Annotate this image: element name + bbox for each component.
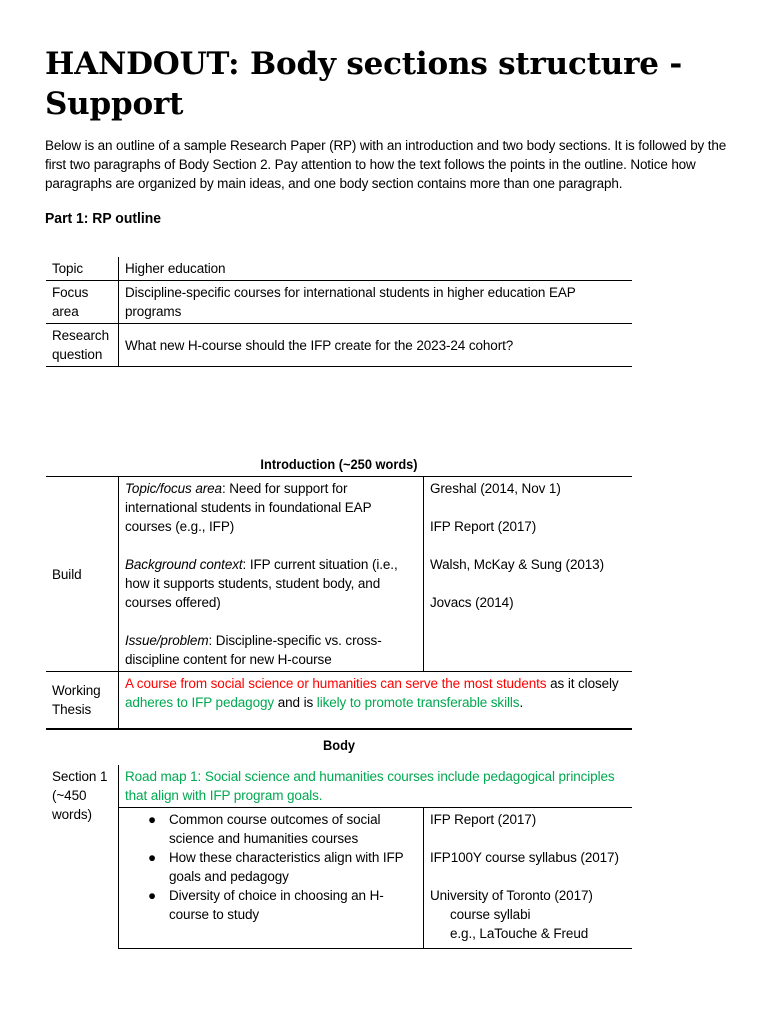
- build-item-label: Background context: [125, 557, 243, 572]
- source-item: IFP Report (2017): [430, 519, 537, 534]
- introduction-caption: Introduction (~250 words): [260, 457, 418, 472]
- source-subitem: course syllabi: [450, 907, 531, 922]
- table-row: [46, 808, 632, 949]
- table-row: [46, 765, 632, 808]
- list-item: [148, 848, 417, 886]
- bullet-text: Diversity of choice in choosing an H-course to study: [169, 888, 384, 922]
- thesis-end: .: [519, 695, 524, 710]
- bullet-text: How these characteristics align with IFP goals and pedagogy: [169, 850, 404, 884]
- bullet-icon: ●: [148, 850, 157, 865]
- source-item: IFP100Y course syllabus (2017): [430, 850, 619, 865]
- section-points: [119, 808, 424, 949]
- table-row: [46, 477, 632, 672]
- bullet-icon: ●: [148, 888, 157, 903]
- outline-label: Focus area: [46, 281, 119, 324]
- bullet-text: Common course outcomes of social science and humanities courses: [169, 812, 381, 846]
- table-row: [46, 324, 632, 367]
- list-item: [148, 810, 417, 848]
- intro-paragraph: Below is an outline of a sample Research Paper (RP) with an introduction and two body sections. It is followed by the first two paragraphs of Body Section 2. Pay attention to how the text follows the points in the outline. Notice how paragraphs are organized by main ideas, and one body section contains more than one paragraph.: [45, 138, 727, 191]
- build-item-text: : Discipline-specific vs. cross-discipline content for new H-course: [125, 633, 382, 667]
- thesis-text: as it closely: [546, 676, 619, 691]
- source-subitem: e.g., LaTouche & Freud: [450, 926, 589, 941]
- body-caption: Body: [322, 738, 356, 753]
- table-row: [46, 257, 632, 281]
- table-row: [46, 672, 632, 730]
- outline-value: What new H-course should the IFP create for the 2023-24 cohort?: [125, 337, 514, 353]
- table-row: [46, 281, 632, 324]
- build-sources: [424, 477, 633, 672]
- outline-label: Topic: [46, 257, 119, 281]
- bullet-list: [125, 810, 417, 924]
- part1-heading: Part 1: RP outline: [45, 210, 162, 227]
- thesis-reason-1: adheres to IFP pedagogy: [125, 695, 275, 710]
- build-label: Build: [46, 477, 119, 672]
- list-item: [148, 886, 417, 924]
- source-item: Jovacs (2014): [430, 595, 514, 610]
- build-item-text: : IFP current situation (i.e., how it supports students, student body, and courses offered): [125, 557, 398, 610]
- source-item: Walsh, McKay & Sung (2013): [430, 557, 604, 572]
- bullet-icon: ●: [148, 812, 157, 827]
- thesis-text: and is: [274, 695, 317, 710]
- thesis-reason-2: likely to promote transferable skills: [316, 695, 520, 710]
- section-sources: [424, 808, 633, 949]
- working-thesis: [119, 672, 633, 730]
- build-item-label: Topic/focus area: [125, 481, 222, 496]
- page-title: HANDOUT: Body sections structure - Support: [45, 46, 683, 122]
- build-item: [125, 631, 417, 669]
- outline-value: Discipline-specific courses for international students in higher education EAP programs: [125, 285, 576, 319]
- body-table: [46, 765, 632, 949]
- outline-value: Higher education: [125, 261, 226, 276]
- build-item: [125, 555, 417, 612]
- introduction-table: [46, 476, 632, 730]
- outline-label: Research question: [46, 324, 119, 367]
- source-item: IFP Report (2017): [430, 812, 537, 827]
- build-item: [125, 479, 417, 536]
- section-label: Section 1 (~450 words): [46, 765, 119, 949]
- roadmap: Road map 1: Social science and humanities courses include pedagogical principles that align with IFP program goals.: [125, 769, 615, 803]
- thesis-claim: A course from social science or humanities can serve the most students: [125, 676, 547, 691]
- source-item: University of Toronto (2017): [430, 888, 593, 903]
- outline-table: [46, 257, 632, 367]
- build-content: [119, 477, 424, 672]
- build-item-label: Issue/problem: [125, 633, 209, 648]
- thesis-label: Working Thesis: [46, 672, 119, 730]
- build-item-text: : Need for support for international students in foundational EAP courses (e.g., IFP): [125, 481, 372, 534]
- source-item: Greshal (2014, Nov 1): [430, 481, 561, 496]
